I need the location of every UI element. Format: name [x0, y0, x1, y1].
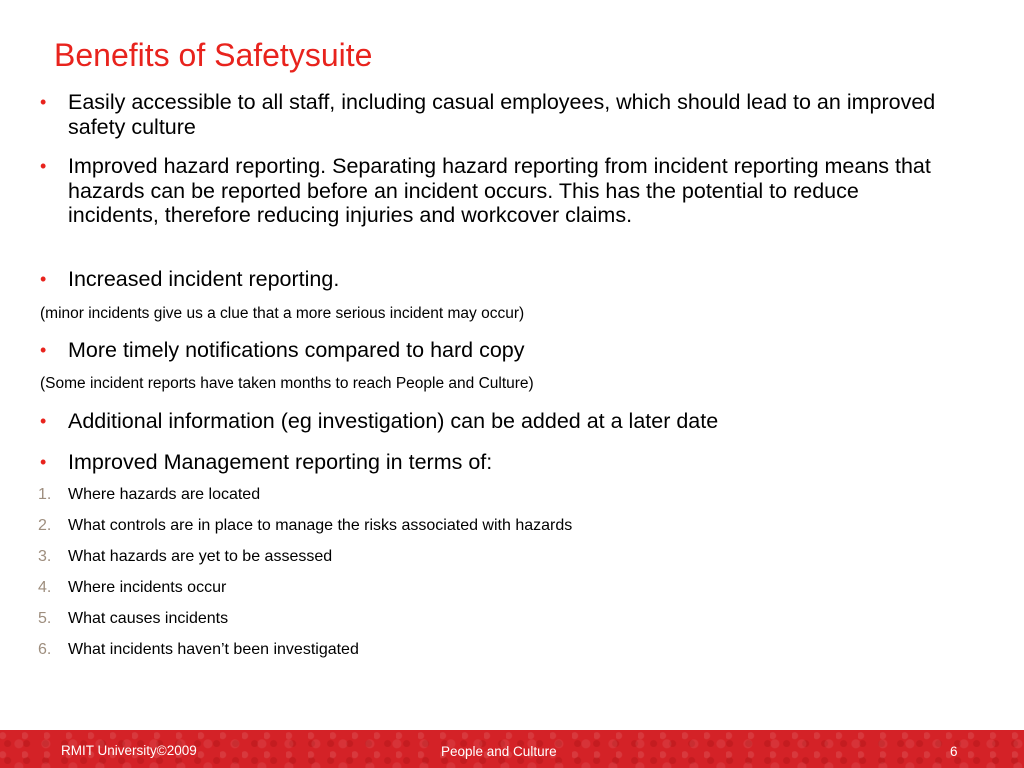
slide-number: 6 — [950, 744, 958, 759]
numbered-item — [38, 547, 938, 567]
bullet-icon: • — [40, 92, 47, 112]
item-number: 6. — [38, 641, 52, 658]
item-text: What hazards are yet to be assessed — [68, 548, 333, 565]
bullet-text: Improved hazard reporting. Separating hazard reporting from incident reporting means that hazards can be reported before an incident occurs. This has the potential to reduce incidents, therefore reducing injuries and workcover claims. — [68, 154, 931, 227]
numbered-item — [38, 485, 938, 505]
bullet-item — [40, 267, 940, 292]
item-number: 2. — [38, 517, 52, 534]
bullet-icon: • — [40, 156, 47, 176]
note-text: (minor incidents give us a clue that a more serious incident may occur) — [40, 305, 525, 322]
slide-title: Benefits of Safetysuite — [54, 37, 373, 73]
numbered-item — [38, 516, 938, 536]
item-text: What causes incidents — [68, 610, 229, 627]
footer-copyright: RMIT University©2009 — [61, 743, 197, 758]
item-number: 4. — [38, 579, 52, 596]
bullet-text: Increased incident reporting. — [68, 267, 340, 291]
bullet-text: Improved Management reporting in terms of: — [68, 450, 493, 474]
item-number: 3. — [38, 548, 52, 565]
bullet-item — [40, 90, 940, 139]
numbered-item — [38, 609, 938, 629]
bullet-item — [40, 154, 940, 228]
bullet-icon: • — [40, 452, 47, 472]
bullet-item — [40, 409, 940, 434]
bullet-text: Easily accessible to all staff, including casual employees, which should lead to an improved safety culture — [68, 90, 936, 139]
item-text: Where incidents occur — [68, 579, 227, 596]
bullet-icon: • — [40, 411, 47, 431]
bullet-icon: • — [40, 340, 47, 360]
item-number: 1. — [38, 486, 52, 503]
bullet-item — [40, 338, 940, 363]
footer-department: People and Culture — [441, 744, 557, 759]
item-text: What controls are in place to manage the risks associated with hazards — [68, 517, 573, 534]
bullet-text: Additional information (eg investigation) can be added at a later date — [68, 409, 719, 433]
item-text: Where hazards are located — [68, 486, 261, 503]
numbered-item — [38, 578, 938, 598]
numbered-item — [38, 640, 938, 660]
note-text: (Some incident reports have taken months to reach People and Culture) — [40, 375, 534, 392]
item-text: What incidents haven’t been investigated — [68, 641, 359, 658]
footer-bar — [0, 730, 1024, 768]
bullet-item — [40, 450, 940, 475]
bullet-icon: • — [40, 269, 47, 289]
item-number: 5. — [38, 610, 52, 627]
bullet-text: More timely notifications compared to hard copy — [68, 338, 525, 362]
